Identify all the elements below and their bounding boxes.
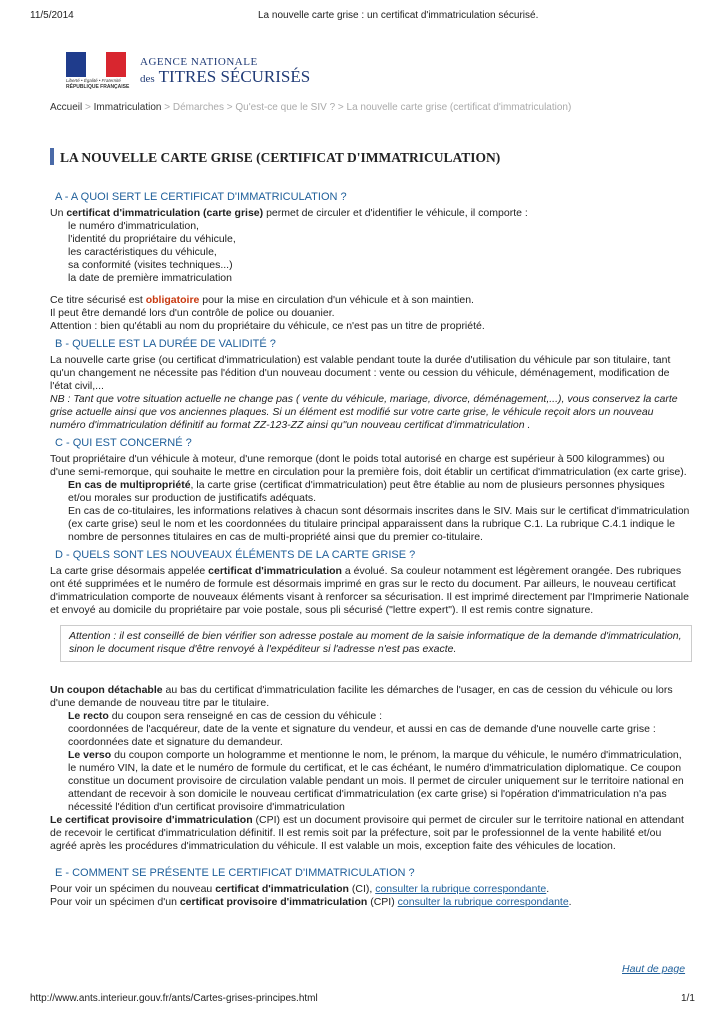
section-d-p1: La carte grise désormais appelée certificat d'immatriculation a évolué. Sa couleur notamment est légèrement orangée. Des rubriques ont été supprimées et le numéro de formule est désormais imprimé en gras sur le recto du document. Par ailleurs, le nouveau certificat d'immatriculation comporte de nouveaux éléments visant à renforcer sa sécurisation. Il est imprimé directement par l'Imprimerie Nationale et envoyé au domicile du propriétaire par voie postale, sous pli sécurisé ("lettre expert"). Il est remis contre signature. <box>50 565 689 616</box>
list-item: sa conformité (visites techniques...) <box>68 259 233 271</box>
recto-detail: coordonnées de l'acquéreur, date de la vente et signature du vendeur, et aussi en cas de demande d'une nouvelle carte grise : coordonnées date et signature du demandeur. <box>68 723 656 748</box>
main-content <box>50 188 690 909</box>
cpi-paragraph: Le certificat provisoire d'immatriculation (CPI) est un document provisoire qui permet de circuler sur le territoire national en attendant de recevoir le certificat d'immatriculation définitif. Il est remis soit par la préfecture, soit par le professionnel de la vente habilité et/ou agréé après les procédures d'immatriculation du véhicule. Il est valable un mois, exception faite des véhicules de location. <box>50 814 684 852</box>
logo-motto: Liberté • Égalité • Fraternité <box>66 78 121 83</box>
coupon-paragraph: Un coupon détachable au bas du certificat d'immatriculation facilite les démarches de l'usager, en cas de cession du véhicule ou lors d'une demande de nouveau titre par le titulaire. <box>50 684 673 709</box>
breadcrumb-home[interactable]: Accueil <box>50 102 83 113</box>
list-item: la date de première immatriculation <box>68 272 232 284</box>
attention-note: Attention : il est conseillé de bien vérifier son adresse postale au moment de la saisie informatique de la demande d'immatriculation, sinon le document risque d'être renvoyé à l'expéditeur si l'adresse n'est pas exacte. <box>60 625 692 662</box>
section-c-p3: En cas de co-titulaires, les informations relatives à chacun sont désormais inscrites dans le SIV. Mais sur le certificat d'immatriculation (ex carte grise) seul le nom et les coordonnées du titulaire principal apparaissent dans la rubrique C.1. La rubrique C.4.1 indique le nombre de personnes titulaires en cas de multi-propriété ainsi que du premier co-titulaire. <box>68 505 690 543</box>
print-date: 11/5/2014 <box>30 10 74 21</box>
section-c-p2: En cas de multipropriété, la carte grise (certificat d'immatriculation) peut être établie au nom de plusieurs personnes physiques et/ou morales sur production de justificatifs adéquats. <box>68 479 665 504</box>
recto-paragraph: Le recto du coupon sera renseigné en cas de cession du véhicule : <box>68 710 383 722</box>
section-d-heading: D - QUELS SONT LES NOUVEAUX ÉLÉMENTS DE LA CARTE GRISE ? <box>55 549 416 561</box>
breadcrumb-rest: > Démarches > Qu'est-ce que le SIV ? > La nouvelle carte grise (certificat d'immatriculation) <box>161 102 572 113</box>
list-item: le numéro d'immatriculation, <box>68 220 199 232</box>
section-a-p3: Attention : bien qu'établi au nom du propriétaire du véhicule, ce n'est pas un titre de propriété. <box>50 320 485 332</box>
section-a-heading: A - A QUOI SERT LE CERTIFICAT D'IMMATRICULATION ? <box>55 191 347 203</box>
cpi-specimen-link[interactable]: consulter la rubrique correspondante <box>397 896 569 908</box>
section-e-heading: E - COMMENT SE PRÉSENTE LE CERTIFICAT D'IMMATRICULATION ? <box>55 867 415 879</box>
logo-republic: RÉPUBLIQUE FRANÇAISE <box>66 84 130 90</box>
section-a-p2: Il peut être demandé lors d'un contrôle de police ou douanier. <box>50 307 335 319</box>
verso-paragraph: Le verso du coupon comporte un hologramme et mentionne le nom, le prénom, la marque du véhicule, le numéro d'immatriculation, le numéro VIN, la date et le numéro de formule du certificat, et le cas échéant, le numéro d'immatriculation diplomatique. Ce coupon constitue un document provisoire de circulation valable pendant un mois. Il permet de circuler uniquement sur le territoire national en attendant de recevoir à son domicile le nouveau certificat d'immatriculation (ex carte grise) si l'opération d'immatriculation n'a pas nécessité l'édition d'un certificat provisoire d'immatriculation <box>68 749 684 813</box>
section-c-heading: C - QUI EST CONCERNÉ ? <box>55 437 192 449</box>
marianne-logo <box>66 52 130 92</box>
breadcrumb: Accueil > Immatriculation > Démarches > Qu'est-ce que le SIV ? > La nouvelle carte grise (certificat d'immatriculation) <box>50 102 572 113</box>
section-a-intro: Un certificat d'immatriculation (carte grise) permet de circuler et d'identifier le véhicule, il comporte : <box>50 207 528 219</box>
footer-url: http://www.ants.interieur.gouv.fr/ants/Cartes-grises-principes.html <box>30 993 318 1004</box>
section-c-p1: Tout propriétaire d'un véhicule à moteur, d'une remorque (dont le poids total autorisé en charge est supérieur à 500 kilogrammes) ou d'une semi-remorque, qui souhaite le mettre en circulation pour la première fois, doit établir un certificat d'immatriculation (ex carte grise). <box>50 453 687 478</box>
section-b-nb: NB : Tant que votre situation actuelle ne change pas ( vente du véhicule, mariage, divorce, déménagement,...), vous conservez la carte grise actuelle ainsi que vos anciennes plaques. Si un élément est modifié sur votre carte grise, le véhicule reçoit alors un nouveau numéro d'immatriculation définitif au format ZZ-123-ZZ ainsi qu"un nouveau certificat d'immatriculation . <box>50 393 678 431</box>
section-b-p1: La nouvelle carte grise (ou certificat d'immatriculation) est valable pendant toute la durée d'utilisation du véhicule par son titulaire, tant qu'un changement ne nécessite pas l'édition d'un nouveau document : vente ou cession du véhicule, déménagement, modification de l'état civil,... <box>50 354 671 392</box>
french-flag-icon <box>66 52 126 77</box>
ci-specimen-link[interactable]: consulter la rubrique correspondante <box>375 883 547 895</box>
section-b-heading: B - QUELLE EST LA DURÉE DE VALIDITÉ ? <box>55 338 276 350</box>
page-title: LA NOUVELLE CARTE GRISE (CERTIFICAT D'IMMATRICULATION) <box>50 148 500 166</box>
section-a-p1: Ce titre sécurisé est obligatoire pour la mise en circulation d'un véhicule et à son maintien. <box>50 294 474 306</box>
list-item: les caractéristiques du véhicule, <box>68 246 217 258</box>
section-e-line2: Pour voir un spécimen d'un certificat provisoire d'immatriculation (CPI) consulter la rubrique correspondante. <box>50 896 572 908</box>
back-to-top-link[interactable]: Haut de page <box>622 963 686 975</box>
section-e-line1: Pour voir un spécimen du nouveau certificat d'immatriculation (CI), consulter la rubrique correspondante. <box>50 883 550 895</box>
footer-page: 1/1 <box>681 993 695 1004</box>
list-item: l'identité du propriétaire du véhicule, <box>68 233 236 245</box>
section-a-list <box>68 220 690 285</box>
agency-line2: des TITRES SÉCURISÉS <box>140 67 311 86</box>
print-title: La nouvelle carte grise : un certificat d'immatriculation sécurisé. <box>258 10 539 21</box>
agency-line1: AGENCE NATIONALE <box>140 56 258 68</box>
agency-logo[interactable] <box>140 56 310 87</box>
breadcrumb-immatriculation[interactable]: Immatriculation <box>93 102 162 113</box>
